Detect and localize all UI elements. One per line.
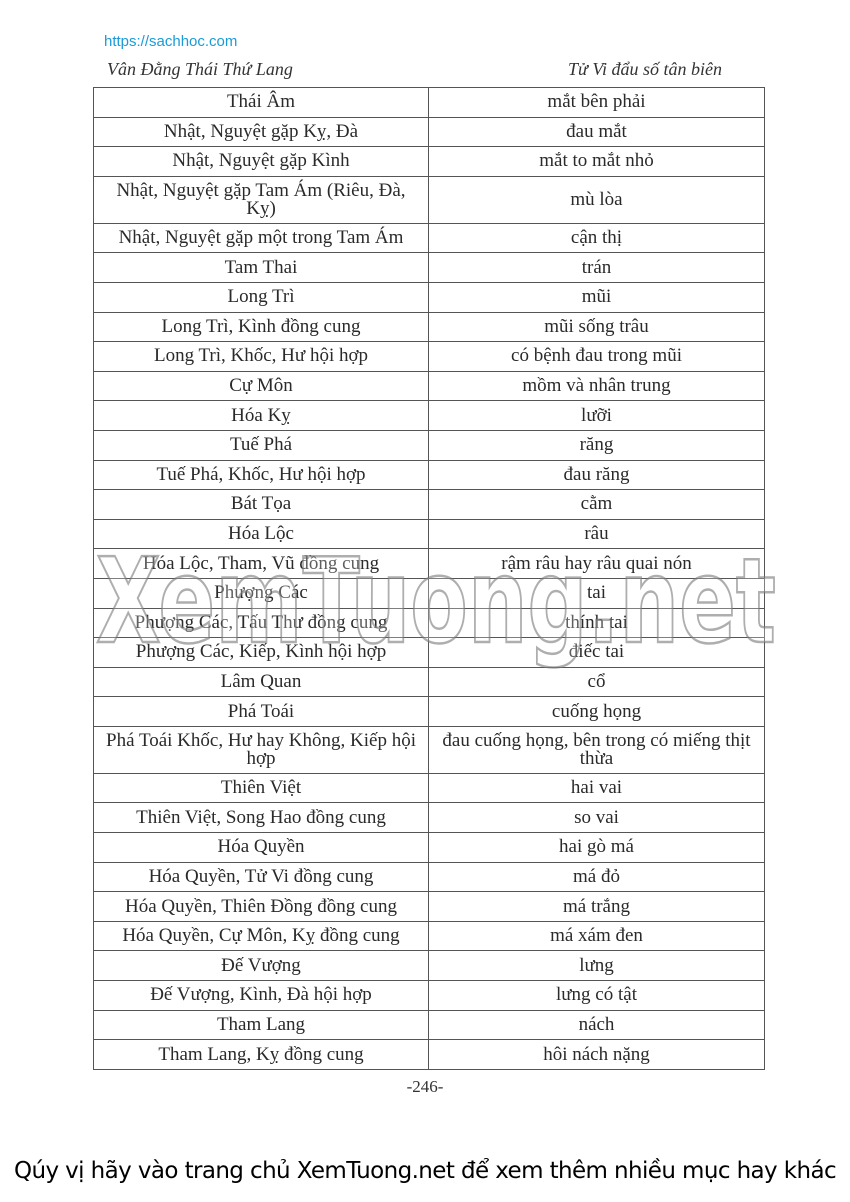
star-combination-cell: Nhật, Nguyệt gặp một trong Tam Ám xyxy=(94,223,429,253)
body-part-cell: đau mắt xyxy=(429,117,765,147)
body-part-cell: tai xyxy=(429,578,765,608)
table-row xyxy=(94,117,765,147)
star-combination-cell: Tuế Phá, Khốc, Hư hội hợp xyxy=(94,460,429,490)
table-row xyxy=(94,282,765,312)
body-part-cell: mắt bên phải xyxy=(429,88,765,118)
table-row xyxy=(94,147,765,177)
table-row xyxy=(94,892,765,922)
footer-notice[interactable]: Qúy vị hãy vào trang chủ XemTuong.net để xem thêm nhiều mục hay khác xyxy=(13,1158,837,1184)
body-part-cell: đau cuống họng, bên trong có miếng thịt thừa xyxy=(429,726,765,773)
star-combination-cell: Cự Môn xyxy=(94,371,429,401)
star-combination-cell: Bát Tọa xyxy=(94,490,429,520)
star-combination-cell: Hóa Lộc, Tham, Vũ đồng cung xyxy=(94,549,429,579)
body-part-cell: lưỡi xyxy=(429,401,765,431)
body-part-cell: mũi sống trâu xyxy=(429,312,765,342)
table-row xyxy=(94,312,765,342)
star-combination-cell: Hóa Quyền xyxy=(94,833,429,863)
correspondence-table xyxy=(93,87,765,1070)
body-part-cell: so vai xyxy=(429,803,765,833)
body-part-cell: cận thị xyxy=(429,223,765,253)
star-combination-cell: Phá Toái Khốc, Hư hay Không, Kiếp hội hợp xyxy=(94,726,429,773)
table-row xyxy=(94,253,765,283)
body-part-cell: điếc tai xyxy=(429,638,765,668)
body-part-cell: hai vai xyxy=(429,773,765,803)
table-row xyxy=(94,578,765,608)
table-row xyxy=(94,667,765,697)
body-part-cell: hôi nách nặng xyxy=(429,1040,765,1070)
body-part-cell: rậm râu hay râu quai nón xyxy=(429,549,765,579)
star-combination-cell: Tham Lang xyxy=(94,1010,429,1040)
star-combination-cell: Hóa Quyền, Tử Vi đồng cung xyxy=(94,862,429,892)
star-combination-cell: Thiên Việt, Song Hao đồng cung xyxy=(94,803,429,833)
body-part-cell: mồm và nhân trung xyxy=(429,371,765,401)
site-link[interactable]: https://sachhoc.com xyxy=(104,33,238,50)
table-row xyxy=(94,490,765,520)
star-combination-cell: Phượng Các, Tấu Thư đồng cung xyxy=(94,608,429,638)
table-row xyxy=(94,342,765,372)
table-row xyxy=(94,981,765,1011)
star-combination-cell: Phượng Các xyxy=(94,578,429,608)
table-row xyxy=(94,88,765,118)
table-row xyxy=(94,430,765,460)
star-combination-cell: Long Trì, Kình đồng cung xyxy=(94,312,429,342)
page-number: -246- xyxy=(406,1077,444,1096)
table-row xyxy=(94,1040,765,1070)
table-row xyxy=(94,1010,765,1040)
body-part-cell: má xám đen xyxy=(429,921,765,951)
table-row xyxy=(94,638,765,668)
body-part-cell: má đỏ xyxy=(429,862,765,892)
table-row xyxy=(94,401,765,431)
body-part-cell: trán xyxy=(429,253,765,283)
star-combination-cell: Phá Toái xyxy=(94,697,429,727)
body-part-cell: hai gò má xyxy=(429,833,765,863)
star-combination-cell: Phượng Các, Kiếp, Kình hội hợp xyxy=(94,638,429,668)
table-row xyxy=(94,951,765,981)
header-author: Vân Đằng Thái Thứ Lang xyxy=(107,59,293,79)
body-part-cell: có bệnh đau trong mũi xyxy=(429,342,765,372)
star-combination-cell: Lâm Quan xyxy=(94,667,429,697)
table-row xyxy=(94,223,765,253)
body-part-cell: cuống họng xyxy=(429,697,765,727)
star-combination-cell: Hóa Quyền, Cự Môn, Kỵ đồng cung xyxy=(94,921,429,951)
star-combination-cell: Nhật, Nguyệt gặp Kình xyxy=(94,147,429,177)
table-row xyxy=(94,921,765,951)
header-book-title: Tử Vi đẩu số tân biên xyxy=(568,59,722,79)
body-part-cell: nách xyxy=(429,1010,765,1040)
body-part-cell: râu xyxy=(429,519,765,549)
star-combination-cell: Hóa Kỵ xyxy=(94,401,429,431)
body-part-cell: cổ xyxy=(429,667,765,697)
star-combination-cell: Hóa Quyền, Thiên Đồng đồng cung xyxy=(94,892,429,922)
body-part-cell: đau răng xyxy=(429,460,765,490)
star-combination-cell: Thiên Việt xyxy=(94,773,429,803)
star-combination-cell: Long Trì, Khốc, Hư hội hợp xyxy=(94,342,429,372)
table-row xyxy=(94,460,765,490)
star-combination-cell: Đế Vượng, Kình, Đà hội hợp xyxy=(94,981,429,1011)
body-part-cell: lưng có tật xyxy=(429,981,765,1011)
body-part-cell: má trắng xyxy=(429,892,765,922)
star-combination-cell: Tham Lang, Kỵ đồng cung xyxy=(94,1040,429,1070)
body-part-cell: thính tai xyxy=(429,608,765,638)
star-combination-cell: Thái Âm xyxy=(94,88,429,118)
table-row xyxy=(94,803,765,833)
body-part-cell: lưng xyxy=(429,951,765,981)
table-row xyxy=(94,371,765,401)
body-part-cell: răng xyxy=(429,430,765,460)
star-combination-cell: Long Trì xyxy=(94,282,429,312)
star-combination-cell: Hóa Lộc xyxy=(94,519,429,549)
table-row xyxy=(94,549,765,579)
star-combination-cell: Nhật, Nguyệt gặp Tam Ám (Riêu, Đà, Kỵ) xyxy=(94,176,429,223)
table-row xyxy=(94,176,765,223)
star-combination-cell: Tam Thai xyxy=(94,253,429,283)
body-part-cell: mũi xyxy=(429,282,765,312)
table-row xyxy=(94,726,765,773)
body-part-cell: cằm xyxy=(429,490,765,520)
star-combination-cell: Tuế Phá xyxy=(94,430,429,460)
star-combination-cell: Nhật, Nguyệt gặp Kỵ, Đà xyxy=(94,117,429,147)
table-row xyxy=(94,833,765,863)
body-part-cell: mù lòa xyxy=(429,176,765,223)
body-part-cell: mắt to mắt nhỏ xyxy=(429,147,765,177)
star-combination-cell: Đế Vượng xyxy=(94,951,429,981)
table-row xyxy=(94,519,765,549)
table-row xyxy=(94,862,765,892)
watermark-text: XemTuong.net xyxy=(96,532,776,670)
table-row xyxy=(94,697,765,727)
table-row xyxy=(94,608,765,638)
table-row xyxy=(94,773,765,803)
